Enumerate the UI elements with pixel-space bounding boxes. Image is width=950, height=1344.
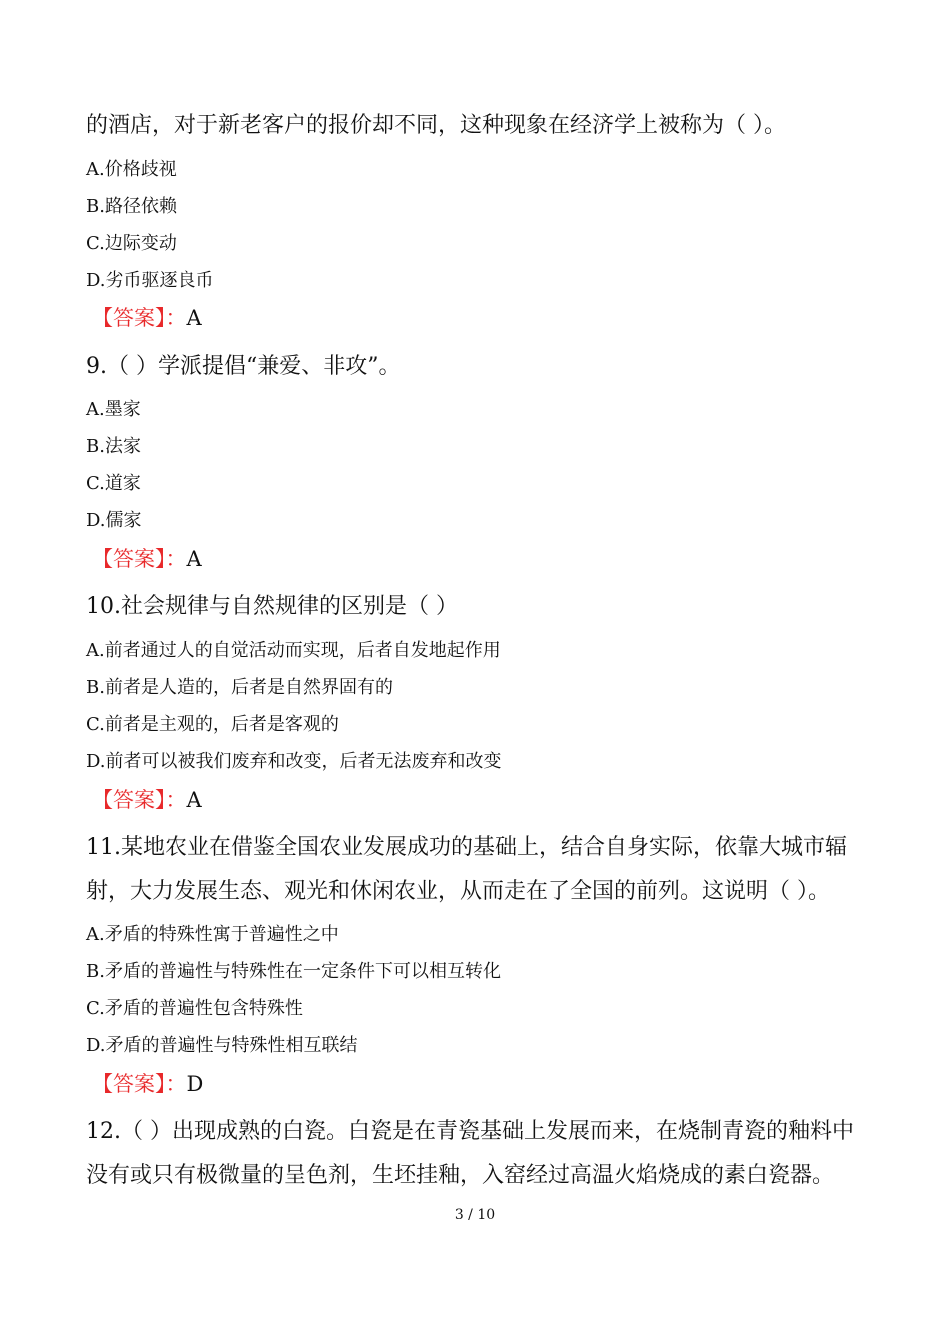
q10-option-a: A.前者通过人的自觉活动而实现，后者自发地起作用 <box>86 640 501 661</box>
q10-answer-label: 【答案】： <box>92 788 187 812</box>
q9-option-a: A.墨家 <box>86 399 141 420</box>
q9-option-d: D.儒家 <box>86 510 142 531</box>
q11-answer-line <box>92 1070 203 1098</box>
q10-option-b: B.前者是人造的，后者是自然界固有的 <box>86 677 393 698</box>
q9-answer-line <box>92 545 202 573</box>
option-a: A.价格歧视 <box>86 159 177 180</box>
answer-label: 【答案】： <box>92 306 187 330</box>
question-9-stem: 9.（ ）学派提倡“兼爱、非攻”。 <box>86 354 401 379</box>
q10-answer-value: A <box>186 788 202 812</box>
q11-answer-value: D <box>186 1072 204 1096</box>
q9-answer-label: 【答案】： <box>92 547 187 571</box>
q10-option-c: C.前者是主观的，后者是客观的 <box>86 714 339 735</box>
q9-option-c: C.道家 <box>86 473 141 494</box>
question-11-stem-line-2: 射，大力发展生态、观光和休闲农业，从而走在了全国的前列。这说明（ ）。 <box>86 879 830 904</box>
option-d: D.劣币驱逐良币 <box>86 270 214 291</box>
q11-option-a: A.矛盾的特殊性寓于普遍性之中 <box>86 924 339 945</box>
option-b: B.路径依赖 <box>86 196 177 217</box>
answer-value: A <box>186 306 202 330</box>
option-c: C.边际变动 <box>86 233 177 254</box>
q9-answer-value: A <box>186 547 202 571</box>
question-11-stem-line-1: 11.某地农业在借鉴全国农业发展成功的基础上，结合自身实际，依靠大城市辐 <box>86 835 847 860</box>
q10-answer-line <box>92 786 202 814</box>
q11-option-d: D.矛盾的普遍性与特殊性相互联结 <box>86 1035 358 1056</box>
q11-answer-label: 【答案】： <box>92 1072 187 1096</box>
q9-option-b: B.法家 <box>86 436 141 457</box>
question-12-stem-line-2: 没有或只有极微量的呈色剂，生坯挂釉，入窑经过高温火焰烧成的素白瓷器。 <box>86 1163 835 1188</box>
q11-option-c: C.矛盾的普遍性包含特殊性 <box>86 998 303 1019</box>
q10-option-d: D.前者可以被我们废弃和改变，后者无法废弃和改变 <box>86 751 502 772</box>
question-stem-continued: 的酒店，对于新老客户的报价却不同，这种现象在经济学上被称为（ ）。 <box>86 113 786 138</box>
question-10-stem: 10.社会规律与自然规律的区别是（ ） <box>86 594 458 619</box>
page-number: 3 / 10 <box>454 1207 496 1223</box>
question-12-stem-line-1: 12.（ ）出现成熟的白瓷。白瓷是在青瓷基础上发展而来，在烧制青瓷的釉料中 <box>86 1119 854 1144</box>
answer-line <box>92 304 202 332</box>
q11-option-b: B.矛盾的普遍性与特殊性在一定条件下可以相互转化 <box>86 961 501 982</box>
